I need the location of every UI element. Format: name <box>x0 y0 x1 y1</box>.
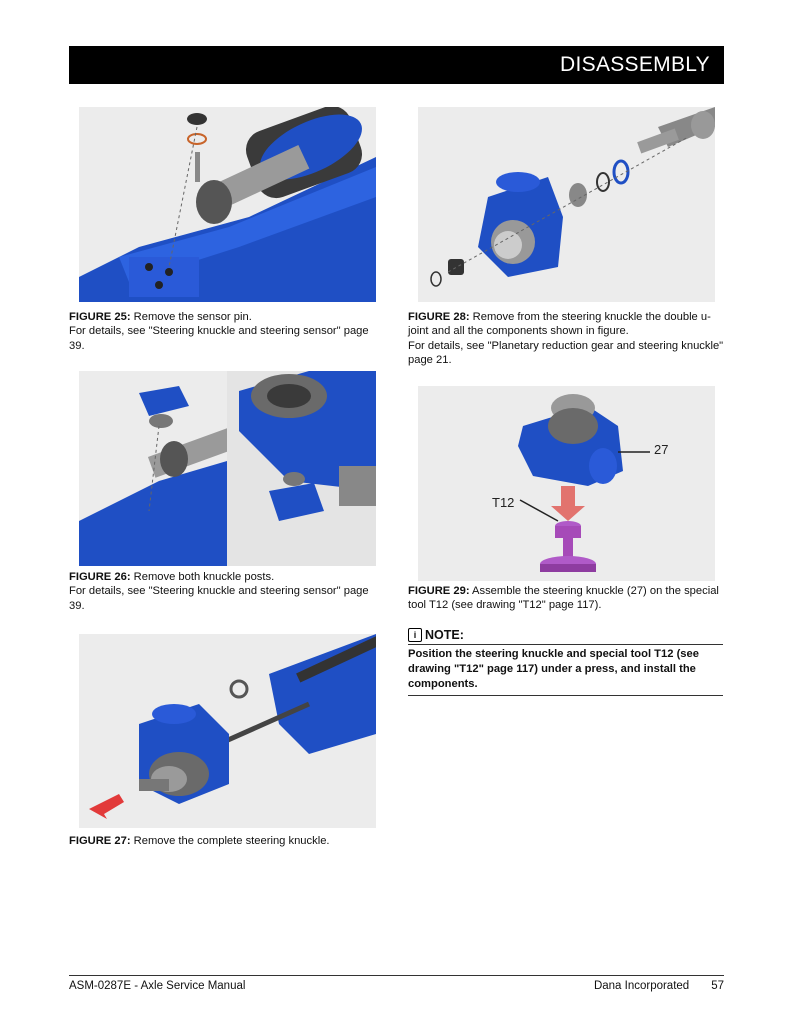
figure-27-caption <box>69 834 384 848</box>
figure-25-text: Remove the sensor pin. <box>130 311 252 323</box>
figure-27-image <box>79 634 376 828</box>
figure-29-label: FIGURE 29: <box>408 585 470 597</box>
page-number: 57 <box>711 980 724 992</box>
figure-27-illustration <box>79 634 376 828</box>
header-bar <box>69 46 724 84</box>
figure-26-caption <box>69 570 384 613</box>
figure-26-image <box>79 371 376 566</box>
figure-28-illustration <box>418 107 715 302</box>
note-heading <box>408 628 723 645</box>
footer-document-title: ASM-0287E - Axle Service Manual <box>69 980 246 992</box>
info-icon: i <box>408 628 422 642</box>
figure-25-image <box>79 107 376 302</box>
figure-28-label: FIGURE 28: <box>408 311 470 323</box>
figure-28-detail: For details, see "Planetary reduction gear and steering knuckle" page 21. <box>408 339 724 367</box>
figure-29-image <box>418 386 715 581</box>
figure-28-text: Remove from the steering knuckle the double u-joint and all the components shown in figure. <box>408 311 711 338</box>
footer-divider <box>69 975 724 976</box>
footer-company: Dana Incorporated <box>593 980 690 992</box>
figure-25-detail: For details, see "Steering knuckle and steering sensor" page 39. <box>69 325 369 352</box>
figure-28-caption <box>408 310 724 368</box>
callout-27: 27 <box>654 442 669 457</box>
figure-29-caption <box>408 584 724 613</box>
figure-25-illustration <box>79 107 376 302</box>
figure-26-detail: For details, see "Steering knuckle and steering sensor" page 39. <box>69 585 369 612</box>
figure-28-image <box>418 107 715 302</box>
page-title: DISASSEMBLY <box>560 53 710 76</box>
figure-25-caption <box>69 310 384 353</box>
figure-27-label: FIGURE 27: <box>69 835 131 847</box>
figure-26-text: Remove both knuckle posts. <box>130 571 275 583</box>
figure-26-label: FIGURE 26: <box>69 571 131 583</box>
note-title: NOTE: <box>425 628 464 642</box>
figure-29-text: Assemble the steering knuckle (27) on the special tool T12 (see drawing "T12" page 117). <box>408 585 719 612</box>
figure-27-text: Remove the complete steering knuckle. <box>130 835 330 847</box>
figure-25-label: FIGURE 25: <box>69 311 131 323</box>
figure-26-illustration <box>79 371 376 566</box>
footer-right <box>594 980 724 992</box>
note-text: Position the steering knuckle and special tool T12 (see drawing "T12" page 117) under a press, and install the components. <box>408 647 723 696</box>
callout-t12: T12 <box>492 495 515 510</box>
figure-29-illustration <box>418 386 715 581</box>
